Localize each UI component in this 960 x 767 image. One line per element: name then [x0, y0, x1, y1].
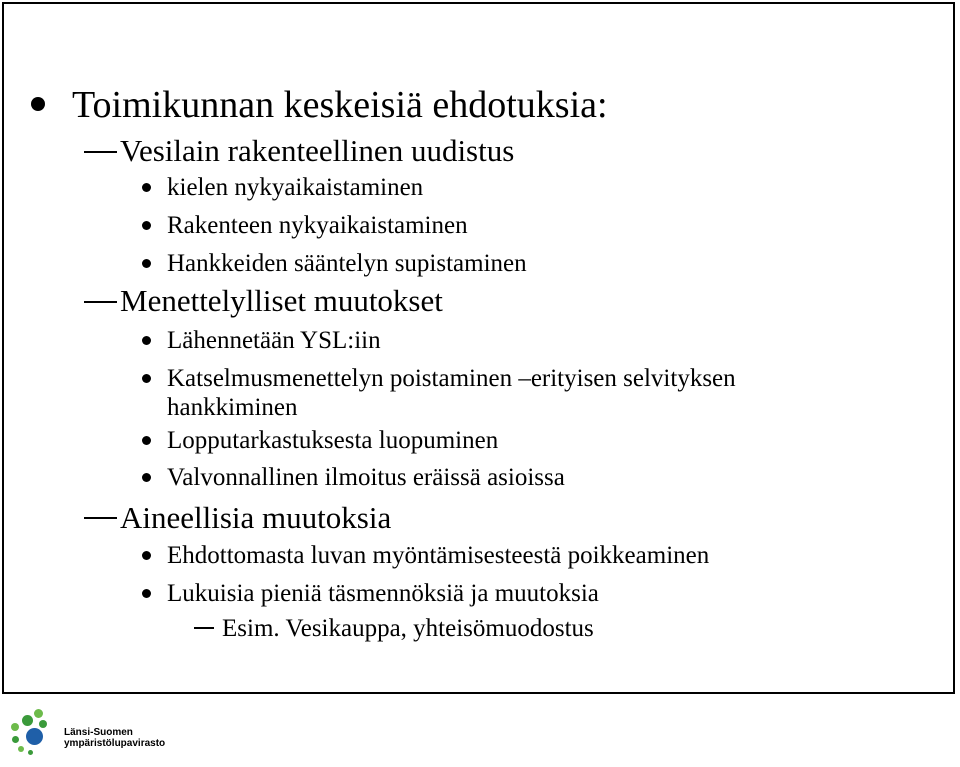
subitem-dash: [194, 627, 214, 629]
section-title: Vesilain rakenteellinen uudistus: [120, 133, 515, 168]
list-item: Rakenteen nykyaikaistaminen: [167, 212, 468, 239]
section-title: Menettelylliset muutokset: [120, 283, 443, 318]
item-bullet: [142, 374, 151, 383]
list-item: Ehdottomasta luvan myöntämisesteestä poikkeaminen: [167, 542, 710, 569]
section-dash: [84, 517, 117, 519]
item-bullet: [142, 473, 151, 482]
list-item: Hankkeiden sääntelyn supistaminen: [167, 250, 527, 277]
list-item: kielen nykyaikaistaminen: [167, 174, 424, 201]
section-title: Aineellisia muutoksia: [120, 500, 392, 535]
list-item: Katselmusmenettelyn poistaminen –erityisen selvityksen: [167, 365, 736, 392]
logo-dot-icon: [26, 728, 43, 745]
logo-dot-icon: [39, 720, 47, 728]
heading-bullet: [31, 97, 45, 111]
list-item: Lopputarkastuksesta luopuminen: [167, 427, 499, 454]
list-item-continuation: hankkiminen: [167, 394, 298, 421]
item-bullet: [142, 221, 151, 230]
section-dash: [84, 151, 117, 153]
list-item: Valvonnallinen ilmoitus eräissä asioissa: [167, 464, 565, 491]
logo-dot-icon: [28, 750, 33, 755]
logo-text-line2: ympäristölupavirasto: [64, 738, 166, 749]
item-bullet: [142, 551, 151, 560]
logo-dot-icon: [18, 746, 24, 752]
list-item: Lukuisia pieniä täsmennöksiä ja muutoksia: [167, 580, 599, 607]
list-item: Lähennetään YSL:iin: [167, 327, 381, 354]
logo-dot-icon: [34, 709, 43, 718]
item-bullet: [142, 259, 151, 268]
item-bullet: [142, 436, 151, 445]
section-dash: [84, 301, 117, 303]
item-bullet: [142, 589, 151, 598]
agency-logo: [8, 706, 168, 764]
item-bullet: [142, 183, 151, 192]
logo-dot-icon: [22, 715, 33, 726]
logo-dot-icon: [11, 723, 19, 731]
list-subitem: Esim. Vesikauppa, yhteisömuodostus: [222, 615, 594, 642]
logo-text-line1: Länsi-Suomen: [64, 727, 133, 738]
item-bullet: [142, 336, 151, 345]
slide-heading: Toimikunnan keskeisiä ehdotuksia:: [72, 84, 608, 126]
logo-dot-icon: [12, 736, 19, 743]
